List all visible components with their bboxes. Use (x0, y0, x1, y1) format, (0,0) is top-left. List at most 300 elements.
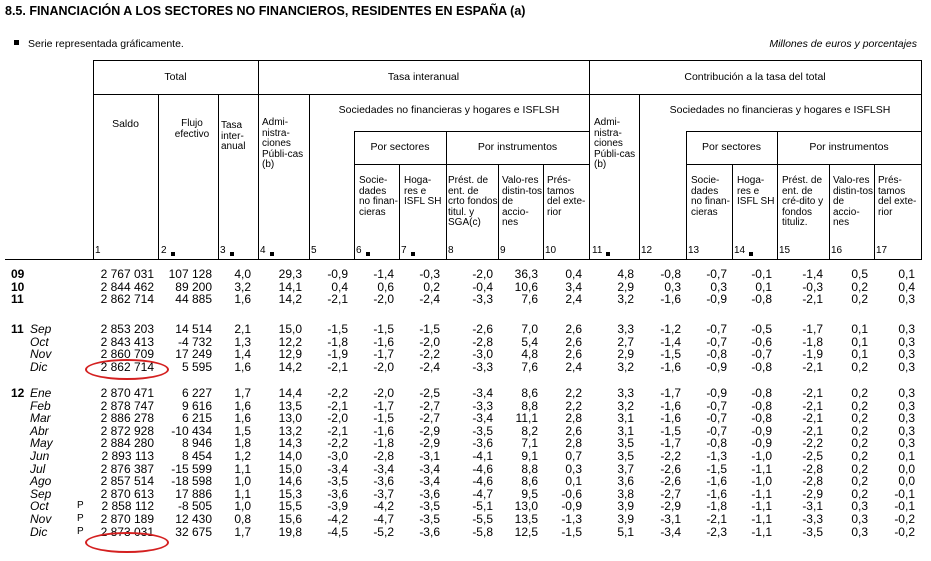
table-cell: 4,8 (617, 267, 634, 281)
table-cell: 3,2 (617, 398, 634, 413)
table-cell: 89 200 (175, 279, 212, 294)
row-month: Oct (30, 499, 49, 514)
table-cell: -1,7 (660, 436, 681, 451)
rule-cat-left (354, 164, 589, 165)
table-cell: 0,2 (851, 386, 868, 400)
table-cell: 9 616 (181, 398, 212, 413)
table-cell: -1,7 (660, 386, 681, 400)
header-admin: Admi-nistra-ciones Públi-cas (b) (262, 117, 304, 171)
table-cell: -3,4 (373, 461, 394, 476)
table-cell: -0,7 (706, 398, 727, 413)
table-cell: 12 430 (175, 512, 212, 526)
table-cell: 0,8 (234, 512, 251, 526)
table-cell: -2,0 (327, 411, 348, 426)
table-cell: -1,5 (419, 322, 440, 336)
header-prest-ent: Prést. de ent. de crto fondos titul. y SGA(c) (448, 175, 498, 229)
table-cell: 0,3 (898, 359, 915, 374)
header-flujo: Flujo efectivo (174, 118, 210, 140)
row-year: 11 (11, 322, 24, 336)
vrule-3 (589, 60, 590, 259)
table-cell: 19,8 (278, 524, 302, 539)
table-cell: -0,1 (894, 486, 915, 501)
table-cell: -3,4 (472, 386, 493, 400)
table-cell: -0,2 (894, 512, 915, 526)
table-cell: 0,2 (423, 279, 440, 294)
table-cell: -3,6 (472, 436, 493, 451)
table-cell: 15,5 (278, 499, 302, 514)
header-saldo: Saldo (112, 118, 139, 130)
table-cell: -3,5 (419, 512, 440, 526)
table-cell: 0,6 (377, 279, 394, 294)
row-month: Jun (30, 449, 50, 463)
column-number-label: 9 (500, 245, 506, 256)
table-cell: 14,2 (278, 292, 302, 307)
table-cell: 3,4 (565, 279, 582, 294)
column-number-label: 3 (220, 245, 226, 256)
table-cell: -1,1 (751, 461, 772, 476)
table-cell: 8,2 (521, 423, 538, 438)
row-provisional-flag: P (77, 525, 84, 537)
table-cell: 2,2 (565, 386, 582, 400)
header-soc-nf: Socie-dades no finan-cieras (359, 175, 398, 218)
table-cell: 29,3 (278, 267, 302, 281)
table-cell: 0,7 (565, 449, 582, 463)
table-cell: 5,1 (617, 524, 634, 539)
column-number (779, 245, 790, 256)
column-number-label: 14 (734, 245, 746, 256)
table-cell: 5 595 (181, 359, 212, 374)
vrule-5 (158, 94, 159, 259)
table-cell: -1,6 (373, 334, 394, 349)
table-cell: -3,6 (327, 486, 348, 501)
table-cell: -5,1 (472, 499, 493, 514)
column-number (641, 245, 652, 256)
table-row (0, 437, 931, 449)
table-cell: -2,1 (802, 359, 823, 374)
table-cell: 3,3 (617, 386, 634, 400)
table-cell: 2,6 (565, 334, 582, 349)
table-cell: 2,6 (565, 347, 582, 362)
table-cell: 14,6 (278, 474, 302, 489)
table-cell: 1,1 (234, 461, 251, 476)
series-marker-icon (366, 252, 370, 256)
table-cell: -0,7 (706, 322, 727, 336)
column-number-label: 16 (831, 245, 843, 256)
table-cell: 0,3 (851, 499, 868, 514)
table-cell: 1,1 (234, 486, 251, 501)
table-cell: -0,8 (706, 436, 727, 451)
table-cell: -3,1 (419, 449, 440, 463)
series-marker-icon (230, 252, 234, 256)
vrule-2 (258, 60, 259, 259)
table-cell: -0,9 (327, 267, 348, 281)
table-cell: 0,2 (851, 423, 868, 438)
table-row (0, 425, 931, 437)
table-cell: 15,6 (278, 512, 302, 526)
table-cell: -2,4 (419, 359, 440, 374)
table-cell: -2,2 (419, 347, 440, 362)
table-cell: -1,6 (373, 423, 394, 438)
table-cell: 3,5 (617, 449, 634, 463)
table-cell: -1,2 (660, 322, 681, 336)
table-cell: 0,4 (898, 279, 915, 294)
table-cell: -2,0 (472, 267, 493, 281)
table-cell: 0,5 (851, 267, 868, 281)
table-cell: 7,1 (521, 436, 538, 451)
table-cell: 17 249 (175, 347, 212, 362)
table-cell: -2,0 (373, 386, 394, 400)
table-cell: -2,6 (660, 461, 681, 476)
table-cell: -2,0 (373, 359, 394, 374)
table-cell: 13,5 (278, 398, 302, 413)
table-cell: 1,6 (234, 398, 251, 413)
table-cell: 3,2 (617, 292, 634, 307)
header-contribucion: Contribución a la tasa del total (684, 71, 826, 83)
table-cell: 2 843 413 (100, 334, 154, 349)
table-cell: 1,5 (234, 423, 251, 438)
table-cell: -1,6 (660, 359, 681, 374)
row-month: Nov (30, 347, 52, 362)
table-cell: 44 885 (175, 292, 212, 307)
table-cell: -1,8 (327, 334, 348, 349)
table-cell: 5,4 (521, 334, 538, 349)
table-cell: 2 872 928 (100, 423, 154, 438)
table-cell: 14,2 (278, 359, 302, 374)
table-cell: -1,5 (660, 423, 681, 438)
column-number (448, 245, 454, 256)
table-cell: -2,6 (660, 474, 681, 489)
rule-cat-right (686, 164, 922, 165)
table-cell: -0,9 (706, 359, 727, 374)
table-cell: 1,3 (234, 334, 251, 349)
table-cell: 3,9 (617, 499, 634, 514)
table-cell: 12,9 (278, 347, 302, 362)
table-cell: 0,4 (331, 279, 348, 294)
table-cell: 0,2 (851, 411, 868, 426)
table-cell: -3,6 (419, 524, 440, 539)
table-cell: 3,2 (617, 359, 634, 374)
table-cell: -2,1 (327, 292, 348, 307)
column-number (592, 245, 610, 256)
column-number-label: 4 (260, 245, 266, 256)
table-cell: -4,2 (327, 512, 348, 526)
column-number-label: 17 (876, 245, 888, 256)
square-bullet-icon (14, 40, 19, 45)
table-cell: -0,7 (706, 411, 727, 426)
table-cell: 2 893 113 (101, 449, 154, 463)
row-month: Nov (30, 512, 52, 526)
table-cell: -1,4 (802, 267, 823, 281)
table-cell: 1,7 (234, 524, 251, 539)
table-cell: 0,1 (565, 474, 582, 489)
table-cell: 0,3 (898, 334, 915, 349)
row-month: Sep (30, 486, 52, 501)
table-cell: 0,2 (851, 474, 868, 489)
table-cell: -0,9 (561, 499, 582, 514)
table-cell: -5,5 (472, 512, 493, 526)
table-cell: -0,7 (706, 267, 727, 281)
table-cell: 1,2 (234, 449, 251, 463)
table-cell: -3,6 (373, 474, 394, 489)
table-cell: -5,8 (472, 524, 493, 539)
table-cell: -1,5 (373, 322, 394, 336)
table-cell: 2 873 031 (100, 524, 154, 539)
table-row (0, 293, 931, 305)
table-cell: 2 857 514 (100, 474, 154, 489)
table-cell: -2,1 (327, 359, 348, 374)
table-cell: -2,0 (373, 292, 394, 307)
table-cell: 0,3 (851, 524, 868, 539)
table-cell: -0,7 (706, 423, 727, 438)
table-cell: -0,7 (706, 334, 727, 349)
table-cell: -0,9 (706, 386, 727, 400)
series-marker-icon (411, 252, 415, 256)
table-cell: 7,6 (521, 292, 538, 307)
column-number (734, 245, 753, 256)
table-cell: 8 454 (181, 449, 212, 463)
units-note: Millones de euros y porcentajes (769, 38, 917, 50)
table-cell: -1,3 (561, 512, 582, 526)
series-marker-icon (749, 252, 753, 256)
table-cell: 14,4 (278, 386, 302, 400)
row-month: Ago (30, 474, 52, 489)
table-cell: 0,2 (851, 279, 868, 294)
vrule-11 (498, 164, 499, 259)
table-cell: 3,3 (617, 322, 634, 336)
table-cell: -1,0 (751, 449, 772, 463)
table-cell: 0,0 (898, 474, 915, 489)
table-cell: -2,9 (419, 423, 440, 438)
column-number-label: 7 (401, 245, 407, 256)
table-cell: -4,7 (472, 486, 493, 501)
column-number (356, 245, 370, 256)
table-cell: -1,6 (706, 474, 727, 489)
header-valores-contrib: Valo-res distin-tos de accio-nes (833, 175, 874, 229)
table-cell: -2,3 (706, 524, 727, 539)
vrule-1 (93, 60, 94, 259)
table-cell: -2,7 (419, 411, 440, 426)
table-cell: 0,4 (565, 267, 582, 281)
table-cell: -0,8 (751, 386, 772, 400)
row-month: Mar (30, 411, 51, 426)
table-cell: 0,3 (898, 386, 915, 400)
row-year: 11 (11, 292, 24, 307)
table-cell: 2 870 189 (100, 512, 154, 526)
row-month: Ene (30, 386, 52, 400)
table-cell: -15 599 (171, 461, 212, 476)
column-number-label: 15 (779, 245, 791, 256)
table-cell: 3,6 (617, 474, 634, 489)
table-cell: 0,1 (898, 449, 915, 463)
table-cell: -1,9 (327, 347, 348, 362)
table-cell: -3,4 (472, 411, 493, 426)
table-row (0, 336, 931, 348)
table-cell: -3,7 (373, 486, 394, 501)
table-cell: -0,3 (802, 279, 823, 294)
header-hogares-contrib: Hoga-res e ISFL SH (737, 175, 775, 208)
serie-note-text: Serie representada gráficamente. (28, 38, 184, 50)
table-cell: 14,3 (278, 436, 302, 451)
table-cell: 13,0 (278, 411, 302, 426)
table-row (0, 400, 931, 412)
table-cell: 0,3 (851, 512, 868, 526)
table-cell: -4,6 (472, 474, 493, 489)
table-cell: -1,5 (327, 322, 348, 336)
column-number (311, 245, 317, 256)
table-cell: -2,8 (802, 461, 823, 476)
highlight-oval-dic-12 (85, 532, 169, 553)
table-cell: -0,1 (894, 499, 915, 514)
table-cell: 2,9 (617, 347, 634, 362)
table-cell: -3,3 (802, 512, 823, 526)
table-cell: 2 870 613 (100, 486, 154, 501)
table-cell: -1,8 (706, 499, 727, 514)
table-cell: -0,8 (751, 398, 772, 413)
table-cell: -1,3 (706, 449, 727, 463)
table-cell: 2,8 (565, 436, 582, 451)
table-cell: -0,8 (660, 267, 681, 281)
table-cell: 6 227 (181, 386, 212, 400)
table-cell: 12,5 (514, 524, 538, 539)
table-cell: -0,3 (419, 267, 440, 281)
table-cell: 32 675 (175, 524, 212, 539)
table-cell: 0,3 (898, 436, 915, 451)
table-cell: -2,2 (327, 386, 348, 400)
series-marker-icon (270, 252, 274, 256)
table-cell: 9,1 (521, 449, 538, 463)
table-cell: -3,9 (327, 499, 348, 514)
table-cell: 4,8 (521, 347, 538, 362)
table-cell: 1,7 (234, 386, 251, 400)
table-cell: -1,7 (373, 347, 394, 362)
table-cell: 3,7 (617, 461, 634, 476)
column-number-label: 12 (641, 245, 653, 256)
column-number (161, 245, 175, 256)
table-cell: 0,3 (898, 411, 915, 426)
table-cell: -3,5 (472, 423, 493, 438)
table-cell: 14,1 (278, 279, 302, 294)
table-cell: 0,3 (898, 347, 915, 362)
header-tasa-total: Tasa inter-anual (221, 120, 246, 153)
table-cell: 0,2 (851, 486, 868, 501)
table-cell: 13,0 (514, 499, 538, 514)
table-cell: -2,4 (419, 292, 440, 307)
table-cell: -1,4 (660, 334, 681, 349)
table-cell: 13,2 (278, 423, 302, 438)
table-cell: -1,6 (660, 292, 681, 307)
table-cell: 2 858 112 (101, 499, 154, 514)
vrule-9 (399, 164, 400, 259)
row-month: May (30, 436, 53, 451)
row-year: 10 (11, 279, 25, 294)
table-cell: -3,5 (419, 499, 440, 514)
table-cell: -4,7 (373, 512, 394, 526)
table-cell: -1,5 (706, 461, 727, 476)
table-cell: -1,5 (561, 524, 582, 539)
table-cell: -4 732 (177, 334, 212, 349)
table-cell: 12,2 (278, 334, 302, 349)
table-cell: -5,2 (373, 524, 394, 539)
header-valores: Valo-res distin-tos de accio-nes (502, 175, 543, 229)
header-por-instrumentos: Por instrumentos (477, 141, 558, 153)
table-cell: 8,8 (521, 398, 538, 413)
table-cell: -10 434 (171, 423, 212, 438)
table-row (0, 500, 931, 512)
table-cell: 2 876 387 (100, 461, 154, 476)
table-cell: -0,8 (751, 292, 772, 307)
table-cell: 2 886 278 (100, 411, 154, 426)
table-cell: -8 505 (177, 499, 212, 514)
table-cell: -0,5 (751, 322, 772, 336)
table-cell: 0,0 (898, 461, 915, 476)
table-cell: 1,8 (234, 436, 251, 451)
table-cell: -0,1 (751, 267, 772, 281)
table-cell: -2,1 (802, 386, 823, 400)
table-cell: 7,0 (521, 322, 538, 336)
table-cell: 2 862 714 (100, 359, 154, 374)
table-row (0, 513, 931, 525)
table-row (0, 323, 931, 335)
table-cell: -4,6 (472, 461, 493, 476)
table-cell: 2 870 471 (100, 386, 154, 400)
table-cell: -3,5 (802, 524, 823, 539)
vrule-18 (874, 164, 875, 259)
table-row (0, 387, 931, 399)
table-cell: 3,1 (617, 411, 634, 426)
table-cell: -0,6 (751, 334, 772, 349)
table-cell: -0,8 (706, 347, 727, 362)
row-year: 12 (11, 386, 25, 400)
table-cell: 7,6 (521, 359, 538, 374)
table-cell: 107 128 (168, 267, 212, 281)
row-year: 09 (11, 267, 25, 281)
table-cell: 3,8 (617, 486, 634, 501)
table-cell: 0,2 (851, 436, 868, 451)
table-cell: 6 215 (181, 411, 212, 426)
table-cell: -2,1 (706, 512, 727, 526)
table-cell: -1,5 (373, 411, 394, 426)
table-cell: -4,2 (373, 499, 394, 514)
table-cell: -3,0 (472, 347, 493, 362)
table-cell: 2,8 (565, 411, 582, 426)
table-cell: 0,3 (710, 279, 727, 294)
table-cell: -1,8 (373, 436, 394, 451)
column-number (401, 245, 415, 256)
table-row (0, 450, 931, 462)
table-row (0, 488, 931, 500)
table-cell: 2,1 (234, 322, 251, 336)
table-cell: 0,1 (851, 347, 868, 362)
table-cell: 3,2 (234, 279, 251, 294)
table-cell: 2 767 031 (100, 267, 154, 281)
header-admin-contrib: Admi-nistra-ciones Públi-cas (b) (594, 117, 636, 171)
table-cell: 9,5 (521, 486, 538, 501)
row-month: Abr (30, 423, 49, 438)
table-cell: 0,2 (851, 461, 868, 476)
rule-top (93, 60, 922, 61)
column-number-label: 6 (356, 245, 362, 256)
table-cell: 15,0 (278, 322, 302, 336)
table-cell: -2,5 (419, 386, 440, 400)
table-cell: -1,6 (660, 411, 681, 426)
page-title: 8.5. FINANCIACIÓN A LOS SECTORES NO FINANCIEROS, RESIDENTES EN ESPAÑA (a) (5, 4, 526, 18)
table-cell: 0,1 (851, 334, 868, 349)
table-cell: -3,3 (472, 359, 493, 374)
vrule-6 (218, 94, 219, 259)
table-cell: -2,1 (327, 423, 348, 438)
table-cell: -3,3 (472, 398, 493, 413)
row-month: Sep (30, 322, 52, 336)
